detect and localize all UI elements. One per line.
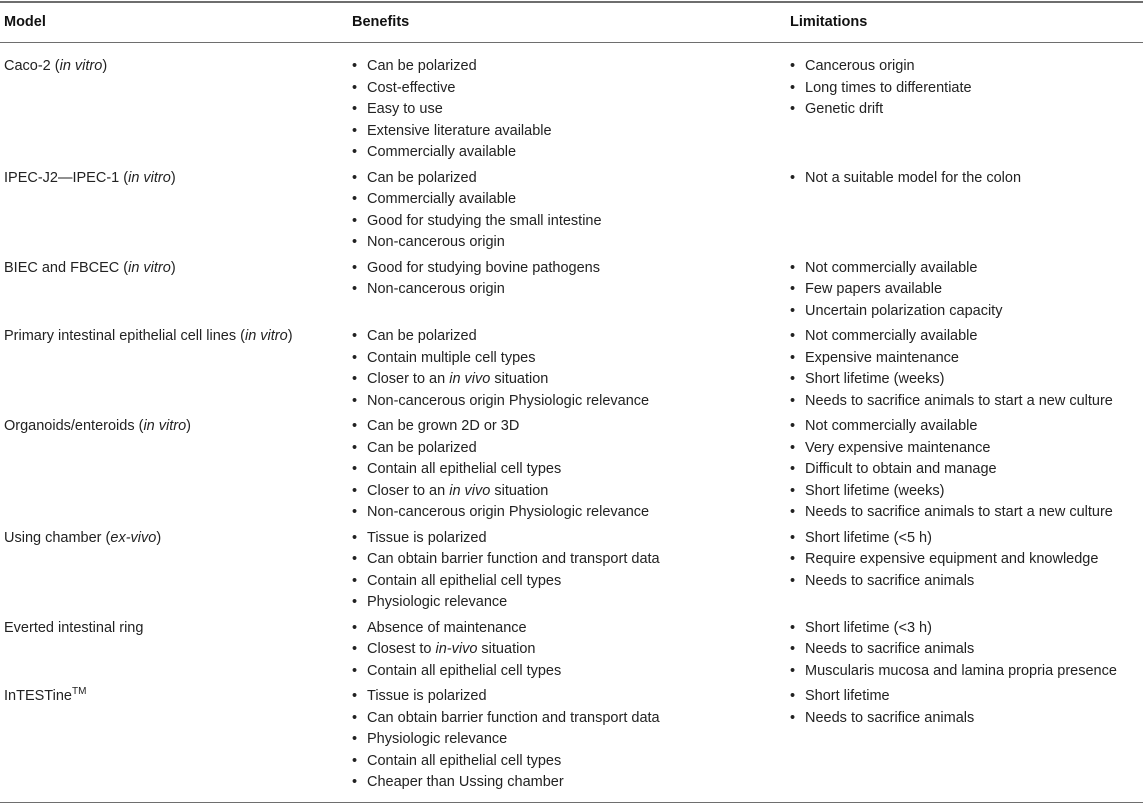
- limitation-item: [790, 416, 1140, 438]
- text-segment: InTESTine: [4, 688, 72, 704]
- text-segment: Good for studying the small intestine: [367, 212, 602, 229]
- text-segment: Can obtain barrier function and transport data: [367, 709, 660, 726]
- text-segment: Few papers available: [805, 281, 943, 297]
- limitation-item: [790, 56, 1140, 78]
- benefit-item: [352, 618, 782, 640]
- italic-text: in vitro: [59, 58, 103, 74]
- text-segment: Extensive literature available: [367, 122, 552, 139]
- text-segment: ): [287, 328, 293, 344]
- italic-text: ex-vivo: [110, 529, 157, 546]
- limitation-item: [790, 481, 1140, 503]
- limitation-item: [790, 618, 1140, 640]
- table-bottom-rule: [0, 802, 1143, 803]
- italic-text: in-vivo: [435, 641, 478, 657]
- benefit-item: [352, 121, 782, 143]
- text-segment: Not a suitable model for the colon: [805, 169, 1022, 186]
- benefit-item: [352, 639, 782, 661]
- limitation-item: [790, 369, 1140, 391]
- text-segment: Caco-2 (: [4, 58, 60, 74]
- italic-text: in vitro: [244, 328, 288, 344]
- benefit-item: [352, 686, 782, 708]
- table-row: [0, 618, 1143, 687]
- superscript-text: TM: [71, 686, 87, 698]
- text-segment: ): [170, 259, 176, 276]
- text-segment: Can be polarized: [367, 439, 477, 456]
- benefit-item: [352, 78, 782, 100]
- limitations-list: [790, 326, 1140, 412]
- benefit-item: [352, 729, 782, 751]
- model-cell: [4, 528, 344, 550]
- text-segment: Contain all epithelial cell types: [367, 461, 562, 477]
- text-segment: Long times to differentiate: [805, 79, 972, 96]
- benefit-item: [352, 571, 782, 593]
- text-segment: Needs to sacrifice animals: [805, 709, 975, 726]
- text-segment: Contain all epithelial cell types: [367, 572, 562, 589]
- benefits-list: [352, 56, 782, 164]
- model-cell: [4, 56, 344, 78]
- text-segment: Not commercially available: [805, 328, 978, 344]
- benefit-item: [352, 258, 782, 280]
- benefit-item: [352, 348, 782, 370]
- limitation-item: [790, 549, 1140, 571]
- table-row: [0, 528, 1143, 618]
- text-segment: Difficult to obtain and manage: [805, 461, 997, 477]
- benefit-item: [352, 772, 782, 794]
- limitation-item: [790, 78, 1140, 100]
- text-segment: Non-cancerous origin: [367, 281, 505, 297]
- table-row: [0, 416, 1143, 528]
- limitation-item: [790, 99, 1140, 121]
- text-segment: Using chamber (: [4, 529, 111, 546]
- benefit-item: [352, 592, 782, 614]
- text-segment: Absence of maintenance: [367, 619, 527, 636]
- benefit-item: [352, 168, 782, 190]
- text-segment: Contain all epithelial cell types: [367, 662, 562, 679]
- table-row: [0, 326, 1143, 416]
- text-segment: Can obtain barrier function and transport data: [367, 551, 660, 567]
- text-segment: Closer to an: [367, 482, 450, 499]
- benefit-item: [352, 708, 782, 730]
- limitation-item: [790, 279, 1140, 301]
- text-segment: Genetic drift: [805, 101, 884, 117]
- text-segment: Cost-effective: [367, 79, 456, 96]
- benefit-item: [352, 326, 782, 348]
- limitations-list: [790, 258, 1140, 323]
- limitations-list: [790, 56, 1140, 121]
- italic-text: in vivo: [449, 371, 491, 387]
- limitations-list: [790, 686, 1140, 729]
- benefits-list: [352, 528, 782, 614]
- text-segment: Very expensive maintenance: [805, 439, 991, 456]
- limitations-list: [790, 528, 1140, 593]
- limitation-item: [790, 528, 1140, 550]
- text-segment: Can be polarized: [367, 169, 477, 186]
- text-segment: Primary intestinal epithelial cell lines (: [4, 328, 245, 344]
- limitation-item: [790, 661, 1140, 683]
- benefit-item: [352, 481, 782, 503]
- text-segment: Short lifetime: [805, 688, 890, 704]
- text-segment: Needs to sacrifice animals: [805, 641, 975, 657]
- benefit-item: [352, 211, 782, 233]
- table-header-row: [0, 0, 1143, 42]
- text-segment: Tissue is polarized: [367, 688, 487, 704]
- benefits-list: [352, 168, 782, 254]
- limitation-item: [790, 459, 1140, 481]
- italic-text: in vitro: [128, 169, 171, 186]
- benefit-item: [352, 459, 782, 481]
- limitation-item: [790, 708, 1140, 730]
- text-segment: Uncertain polarization capacity: [805, 302, 1003, 319]
- text-segment: Needs to sacrifice animals to start a new culture: [805, 392, 1113, 409]
- table-row: [0, 686, 1143, 798]
- text-segment: Easy to use: [367, 101, 443, 117]
- limitation-item: [790, 438, 1140, 460]
- benefit-item: [352, 502, 782, 524]
- header-benefits: Benefits: [352, 14, 410, 30]
- text-segment: Expensive maintenance: [805, 349, 959, 366]
- text-segment: Physiologic relevance: [367, 594, 508, 610]
- limitations-list: [790, 618, 1140, 683]
- benefit-item: [352, 99, 782, 121]
- text-segment: Commercially available: [367, 191, 517, 207]
- model-cell: [4, 326, 344, 348]
- text-segment: Can be polarized: [367, 328, 477, 344]
- benefit-item: [352, 751, 782, 773]
- limitation-item: [790, 639, 1140, 661]
- benefit-item: [352, 189, 782, 211]
- text-segment: Contain multiple cell types: [367, 349, 536, 366]
- benefit-item: [352, 142, 782, 164]
- text-segment: IPEC-J2—IPEC-1 (: [4, 169, 129, 186]
- benefits-list: [352, 618, 782, 683]
- italic-text: in vitro: [128, 259, 171, 276]
- benefit-item: [352, 232, 782, 254]
- limitation-item: [790, 326, 1140, 348]
- model-cell: [4, 416, 344, 438]
- limitation-item: [790, 258, 1140, 280]
- model-cell: [4, 618, 344, 640]
- limitation-item: [790, 348, 1140, 370]
- text-segment: Everted intestinal ring: [4, 619, 144, 636]
- benefit-item: [352, 528, 782, 550]
- benefits-list: [352, 416, 782, 524]
- header-limitations: Limitations: [790, 14, 868, 30]
- limitation-item: [790, 686, 1140, 708]
- italic-text: in vivo: [449, 482, 491, 499]
- limitation-item: [790, 502, 1140, 524]
- benefit-item: [352, 369, 782, 391]
- text-segment: ): [186, 418, 191, 434]
- limitation-item: [790, 301, 1140, 323]
- text-segment: Needs to sacrifice animals to start a new culture: [805, 504, 1113, 520]
- table-body: [0, 56, 1143, 798]
- italic-text: in vitro: [143, 418, 187, 434]
- text-segment: Can be grown 2D or 3D: [367, 418, 520, 434]
- header-model: Model: [4, 14, 46, 30]
- text-segment: Not commercially available: [805, 259, 978, 276]
- model-cell: [4, 168, 344, 190]
- benefits-list: [352, 326, 782, 412]
- text-segment: Muscularis mucosa and lamina propria presence: [805, 662, 1117, 679]
- text-segment: Commercially available: [367, 144, 517, 160]
- text-segment: Good for studying bovine pathogens: [367, 259, 600, 276]
- text-segment: ): [170, 169, 176, 186]
- table-row: [0, 56, 1143, 168]
- benefit-item: [352, 391, 782, 413]
- benefit-item: [352, 549, 782, 571]
- limitations-list: [790, 416, 1140, 524]
- benefit-item: [352, 279, 782, 301]
- limitation-item: [790, 391, 1140, 413]
- text-segment: Non-cancerous origin: [367, 234, 505, 250]
- text-segment: ): [156, 529, 162, 546]
- benefits-list: [352, 686, 782, 794]
- limitation-item: [790, 571, 1140, 593]
- text-segment: Short lifetime (weeks): [805, 482, 945, 499]
- header-rule: [0, 42, 1143, 43]
- text-segment: ): [102, 58, 108, 74]
- benefit-item: [352, 438, 782, 460]
- text-segment: Short lifetime (<3 h): [805, 619, 932, 636]
- model-cell: [4, 258, 344, 280]
- text-segment: Can be polarized: [367, 58, 477, 74]
- benefits-list: [352, 258, 782, 301]
- text-segment: Not commercially available: [805, 418, 978, 434]
- text-segment: Require expensive equipment and knowledge: [805, 551, 1099, 567]
- text-segment: situation: [477, 641, 536, 657]
- text-segment: Closer to an: [367, 371, 450, 387]
- text-segment: Non-cancerous origin Physiologic relevance: [367, 504, 650, 520]
- benefit-item: [352, 416, 782, 438]
- text-segment: Short lifetime (weeks): [805, 371, 945, 387]
- benefit-item: [352, 661, 782, 683]
- text-segment: situation: [490, 482, 549, 499]
- table-row: [0, 258, 1143, 327]
- text-segment: Needs to sacrifice animals: [805, 572, 975, 589]
- limitation-item: [790, 168, 1140, 190]
- text-segment: Closest to: [367, 641, 436, 657]
- text-segment: Cancerous origin: [805, 58, 915, 74]
- limitations-list: [790, 168, 1140, 190]
- text-segment: Organoids/enteroids (: [4, 418, 144, 434]
- text-segment: Cheaper than Ussing chamber: [367, 774, 564, 790]
- text-segment: BIEC and FBCEC (: [4, 259, 129, 276]
- table-row: [0, 168, 1143, 258]
- text-segment: Physiologic relevance: [367, 731, 508, 747]
- text-segment: Contain all epithelial cell types: [367, 752, 562, 769]
- model-cell: [4, 686, 344, 708]
- text-segment: situation: [490, 371, 549, 387]
- text-segment: Tissue is polarized: [367, 529, 487, 546]
- text-segment: Short lifetime (<5 h): [805, 529, 932, 546]
- benefit-item: [352, 56, 782, 78]
- text-segment: Non-cancerous origin Physiologic relevance: [367, 392, 650, 409]
